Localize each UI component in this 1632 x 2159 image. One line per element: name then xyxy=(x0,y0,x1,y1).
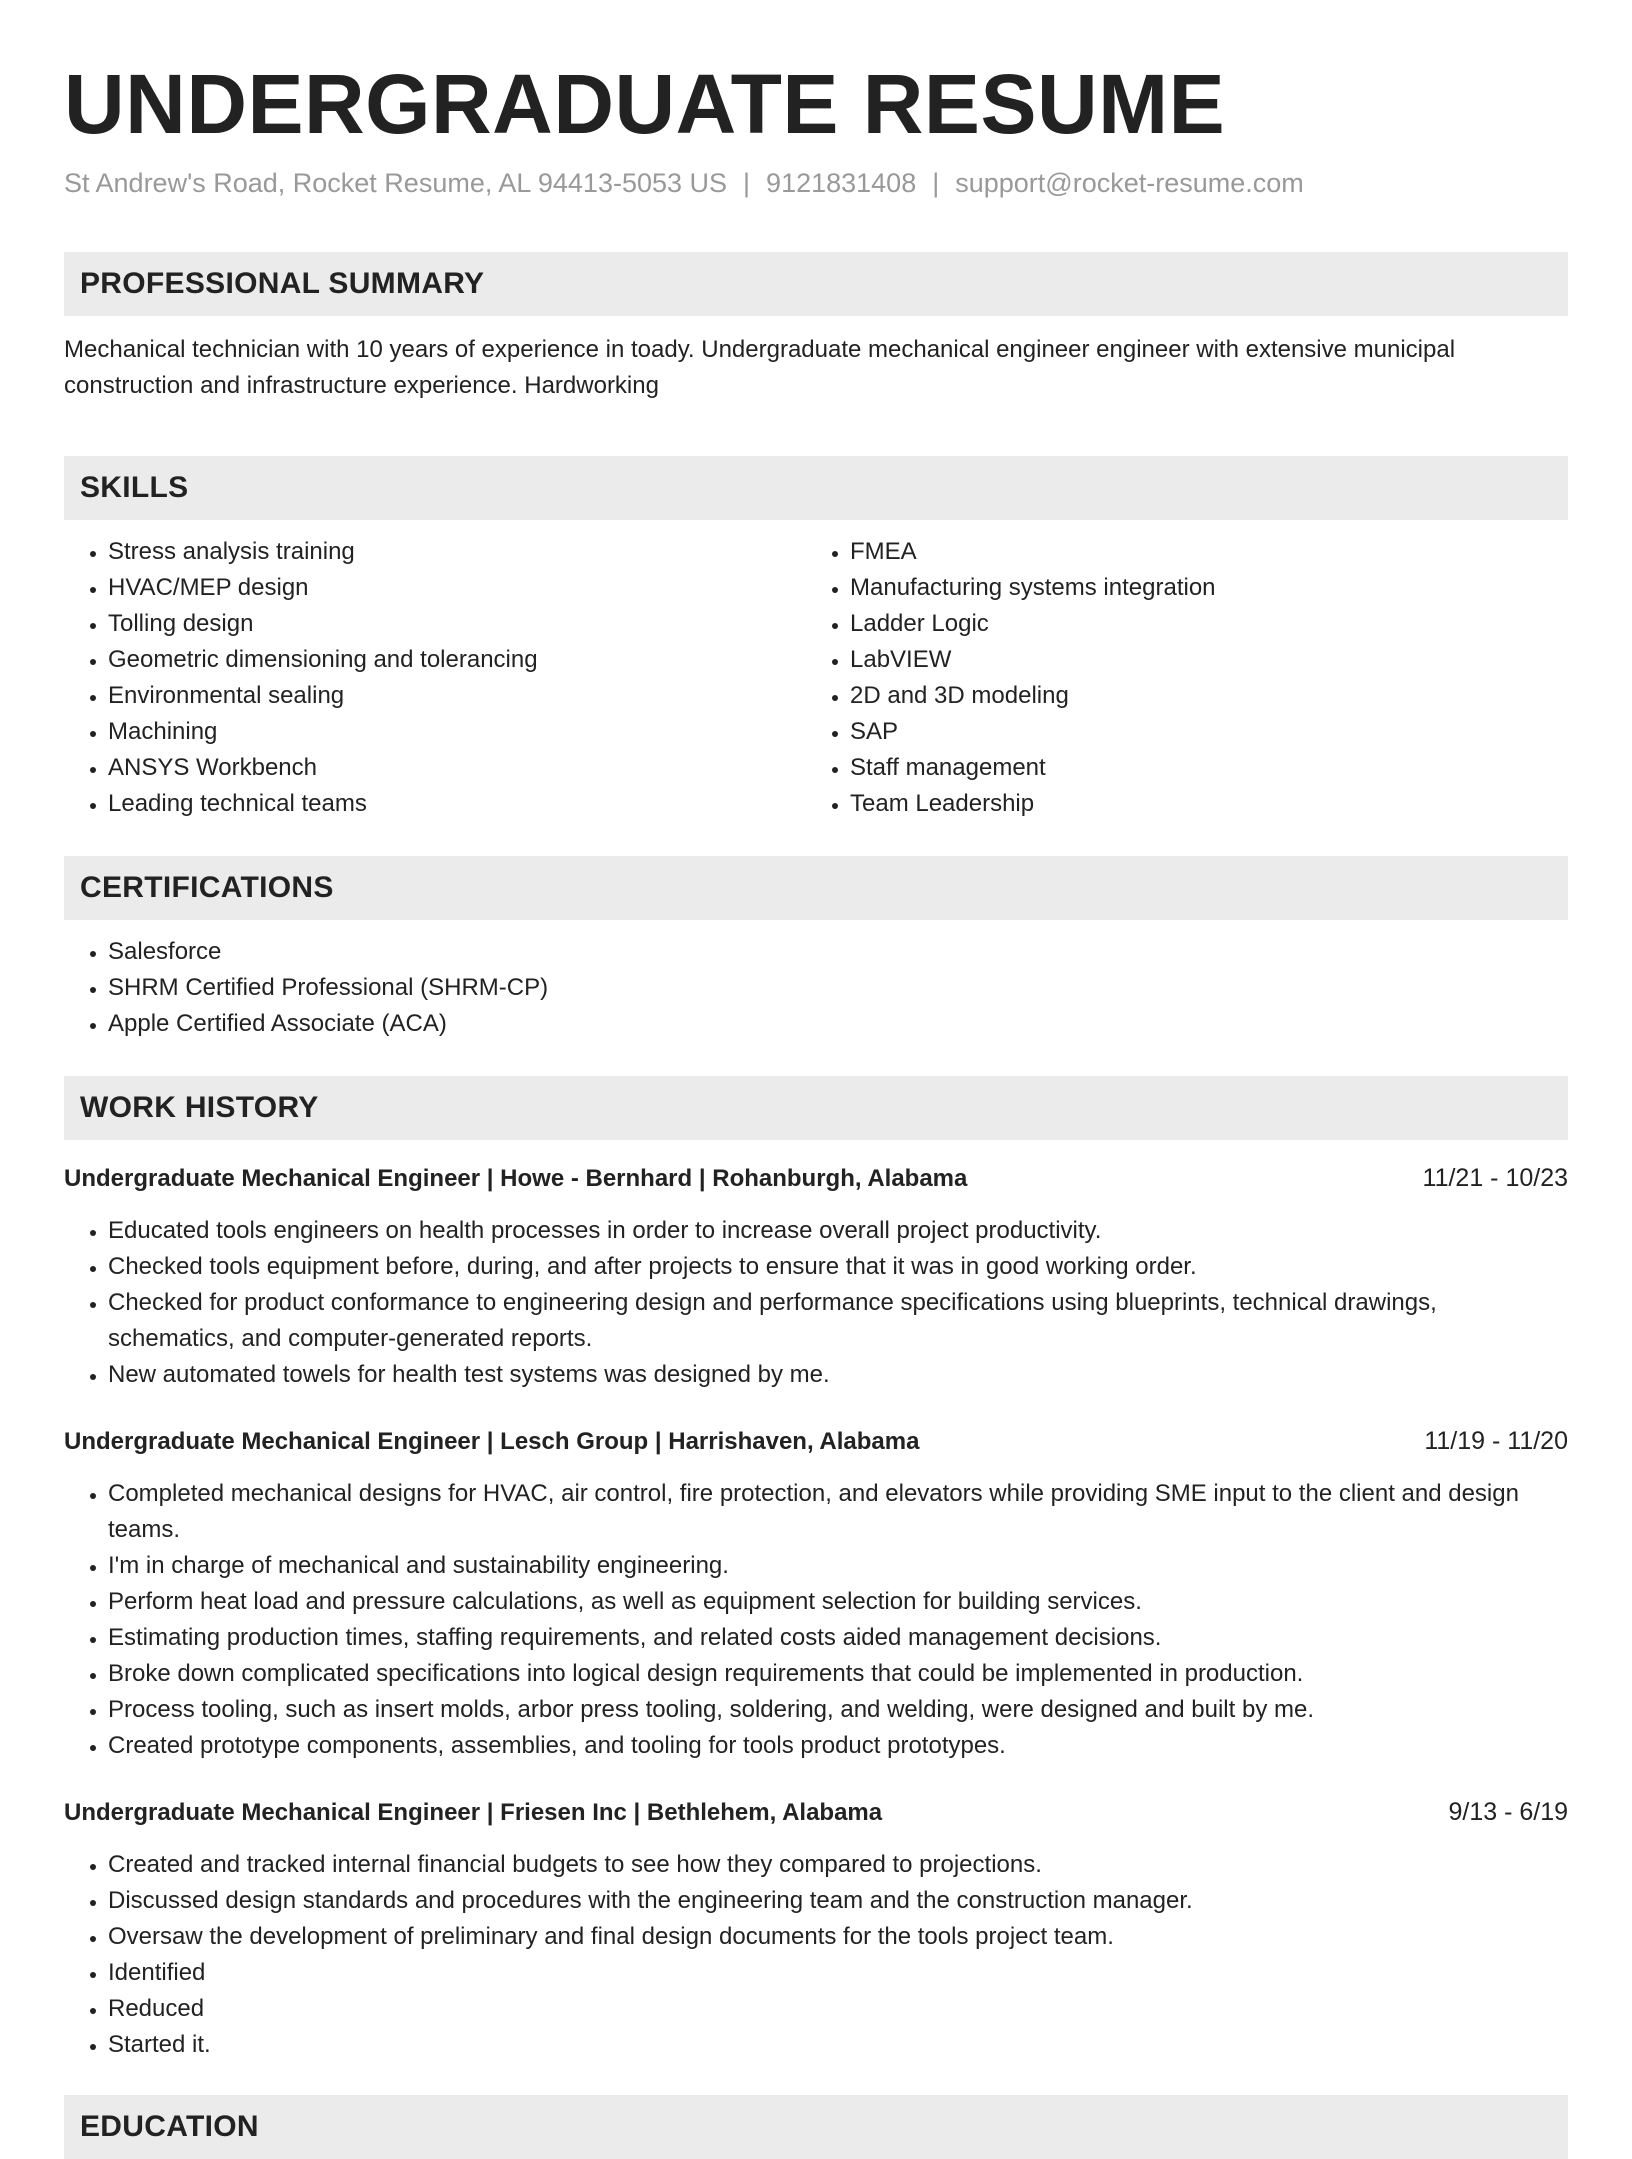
skill-item: • Geometric dimensioning and tolerancing xyxy=(108,642,806,678)
job-bullet: • Perform heat load and pressure calculations, as well as equipment selection for building services. xyxy=(108,1584,1568,1620)
job-title: Undergraduate Mechanical Engineer | Howe - Bernhard | Rohanburgh, Alabama xyxy=(64,1165,968,1192)
job-bullet: • Estimating production times, staffing requirements, and related costs aided management decisions. xyxy=(108,1620,1568,1656)
skill-item: • ANSYS Workbench xyxy=(108,750,806,786)
job-bullet: • Created and tracked internal financial budgets to see how they compared to projections. xyxy=(108,1847,1568,1883)
contact-separator: | xyxy=(932,168,940,198)
skill-item: • Machining xyxy=(108,714,806,750)
job-bullet: • Identified xyxy=(108,1955,1568,1991)
certification-item: • SHRM Certified Professional (SHRM-CP) xyxy=(108,970,1568,1006)
job-entry xyxy=(64,1423,1568,1764)
skill-item: • Ladder Logic xyxy=(850,606,1548,642)
resume-page xyxy=(64,0,1568,2159)
skills-grid xyxy=(64,534,1568,822)
job-dates: 11/21 - 10/23 xyxy=(1422,1164,1568,1192)
job-header xyxy=(64,1794,1568,1831)
job-header xyxy=(64,1423,1568,1460)
section-header-education: EDUCATION xyxy=(64,2095,1568,2159)
contact-address: St Andrew's Road, Rocket Resume, AL 94413-5053 US xyxy=(64,168,728,198)
certification-item: • Apple Certified Associate (ACA) xyxy=(108,1006,1568,1042)
job-bullets xyxy=(64,1847,1568,2063)
skill-item: • FMEA xyxy=(850,534,1548,570)
job-bullet: • Broke down complicated specifications into logical design requirements that could be implemented in production. xyxy=(108,1656,1568,1692)
job-dates: 11/19 - 11/20 xyxy=(1424,1427,1568,1455)
skills-list-right xyxy=(806,534,1548,822)
job-bullet: • Completed mechanical designs for HVAC, air control, fire protection, and elevators while providing SME input to the client and design teams. xyxy=(108,1476,1568,1548)
certification-item: • Salesforce xyxy=(108,934,1568,970)
job-bullet: • Discussed design standards and procedures with the engineering team and the construction manager. xyxy=(108,1883,1568,1919)
job-bullet: • Reduced xyxy=(108,1991,1568,2027)
job-header xyxy=(64,1160,1568,1197)
job-entry xyxy=(64,1160,1568,1393)
job-bullet: • Educated tools engineers on health processes in order to increase overall project productivity. xyxy=(108,1213,1568,1249)
section-header-summary: PROFESSIONAL SUMMARY xyxy=(64,252,1568,316)
skill-item: • Tolling design xyxy=(108,606,806,642)
skill-item: • Team Leadership xyxy=(850,786,1548,822)
job-bullet: • New automated towels for health test systems was designed by me. xyxy=(108,1357,1568,1393)
skill-item: • Stress analysis training xyxy=(108,534,806,570)
section-header-skills: SKILLS xyxy=(64,456,1568,520)
section-header-work-history: WORK HISTORY xyxy=(64,1076,1568,1140)
job-bullet: • Checked tools equipment before, during, and after projects to ensure that it was in good working order. xyxy=(108,1249,1568,1285)
skills-list-left xyxy=(64,534,806,822)
job-bullet: • I'm in charge of mechanical and sustainability engineering. xyxy=(108,1548,1568,1584)
contact-line xyxy=(64,166,1568,200)
job-bullet: • Oversaw the development of preliminary and final design documents for the tools project team. xyxy=(108,1919,1568,1955)
job-entry xyxy=(64,1794,1568,2063)
job-bullet: • Started it. xyxy=(108,2027,1568,2063)
summary-text: Mechanical technician with 10 years of experience in toady. Undergraduate mechanical engineer engineer with extensive municipal construction and infrastructure experience. Hardworking xyxy=(64,336,1456,399)
skill-item: • 2D and 3D modeling xyxy=(850,678,1548,714)
job-dates: 9/13 - 6/19 xyxy=(1448,1798,1568,1826)
resume-title: UNDERGRADUATE RESUME xyxy=(64,57,1226,151)
skill-item: • HVAC/MEP design xyxy=(108,570,806,606)
contact-phone: 9121831408 xyxy=(766,168,917,198)
skill-item: • Staff management xyxy=(850,750,1548,786)
certifications-list xyxy=(64,934,1568,1042)
contact-email[interactable]: support@rocket-resume.com xyxy=(955,168,1304,198)
skill-item: • Leading technical teams xyxy=(108,786,806,822)
job-title: Undergraduate Mechanical Engineer | Lesch Group | Harrishaven, Alabama xyxy=(64,1428,920,1455)
job-bullet: • Process tooling, such as insert molds, arbor press tooling, soldering, and welding, were designed and built by me. xyxy=(108,1692,1568,1728)
skill-item: • SAP xyxy=(850,714,1548,750)
job-bullet: • Created prototype components, assemblies, and tooling for tools product prototypes. xyxy=(108,1728,1568,1764)
skill-item: • LabVIEW xyxy=(850,642,1548,678)
job-bullets xyxy=(64,1476,1568,1764)
section-header-certifications: CERTIFICATIONS xyxy=(64,856,1568,920)
contact-separator: | xyxy=(743,168,751,198)
job-title: Undergraduate Mechanical Engineer | Friesen Inc | Bethlehem, Alabama xyxy=(64,1799,883,1826)
skill-item: • Manufacturing systems integration xyxy=(850,570,1548,606)
skill-item: • Environmental sealing xyxy=(108,678,806,714)
job-bullet: • Checked for product conformance to engineering design and performance specifications using blueprints, technical drawings, schematics, and computer-generated reports. xyxy=(108,1285,1568,1357)
job-bullets xyxy=(64,1213,1568,1393)
